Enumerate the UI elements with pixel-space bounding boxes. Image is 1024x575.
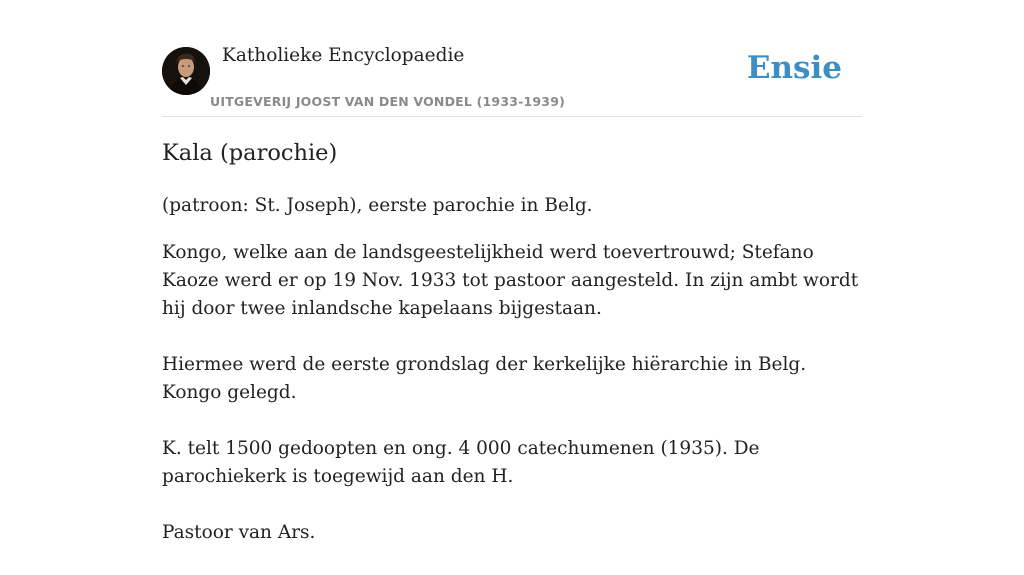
publication-avatar[interactable] (162, 47, 210, 95)
article-paragraph: K. telt 1500 gedoopten en ong. 4 000 catechumenen (1935). De parochiekerk is toegewijd aan den H. (162, 438, 760, 487)
portrait-icon (162, 47, 210, 95)
article-paragraph: Kongo, welke aan de landsgeestelijkheid werd toevertrouwd; Stefano Kaoze werd er op 19 Nov. 1933 tot pastoor aangesteld. In zijn ambt wordt hij door twee inlandsche kapelaans bijgestaan. (162, 242, 859, 319)
article-title: Kala (parochie) (162, 140, 338, 166)
brand-logo[interactable]: Ensie (746, 50, 842, 86)
publication-title[interactable]: Katholieke Encyclopaedie (222, 45, 465, 66)
publication-subtitle: UITGEVERIJ JOOST VAN DEN VONDEL (1933-1939) (210, 94, 566, 109)
article-body (162, 192, 862, 575)
publication-header (162, 0, 862, 117)
page-container (162, 0, 862, 543)
article-lead: (patroon: St. Joseph), eerste parochie in Belg. (162, 195, 593, 216)
article-paragraph: Pastoor van Ars. (162, 522, 316, 543)
article-paragraph: Hiermee werd de eerste grondslag der kerkelijke hiërarchie in Belg. Kongo gelegd. (162, 354, 807, 403)
